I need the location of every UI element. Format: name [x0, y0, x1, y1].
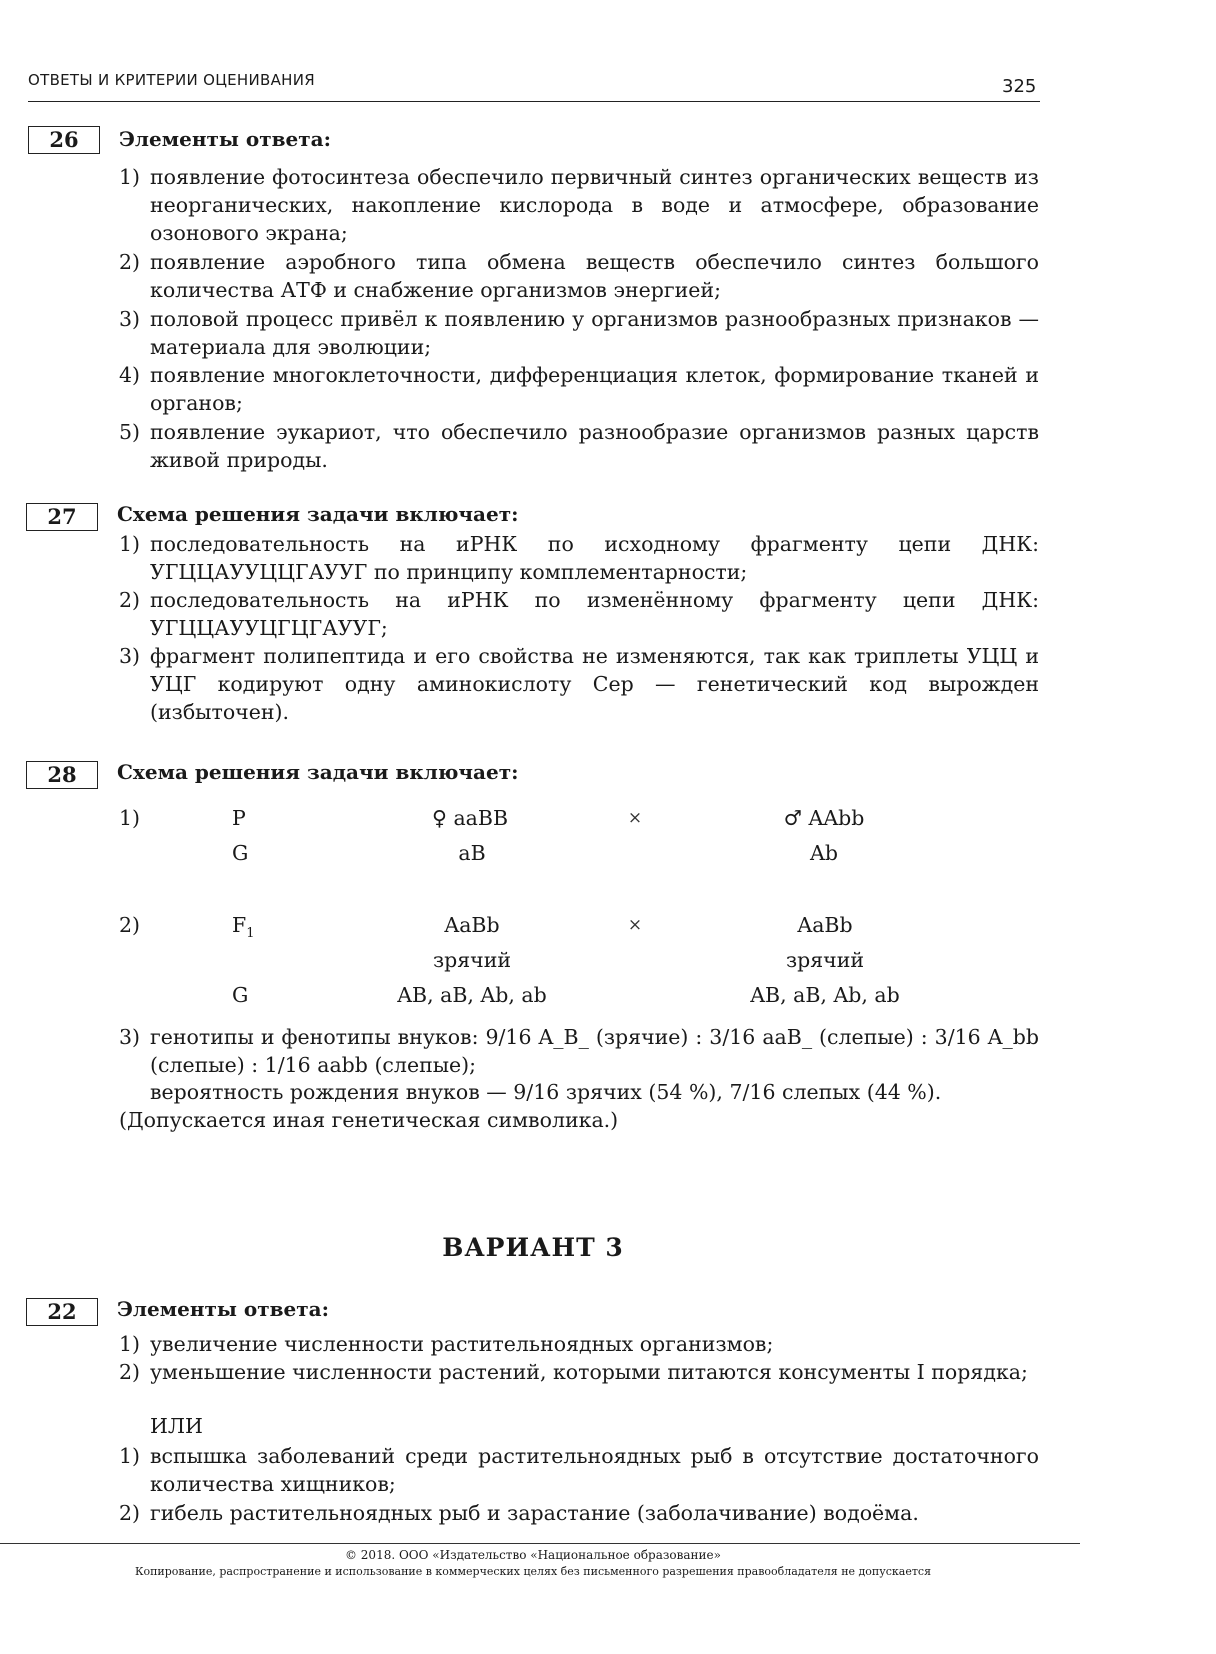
- item-number: 4): [119, 363, 141, 387]
- item-text: появление эукариот, что обеспечило разнообразие организмов разных царств живой природы.: [150, 420, 1039, 472]
- item-number: 5): [119, 420, 141, 444]
- item-number: 2): [119, 1360, 141, 1384]
- item-text: увеличение численности растительноядных организмов;: [150, 1332, 774, 1356]
- item-number: 2): [119, 588, 141, 612]
- task-22-heading: Элементы ответа:: [117, 1297, 329, 1321]
- list-item: [119, 1358, 1039, 1386]
- footer-copyright: © 2018. ООО «Издательство «Национальное образование»: [344, 1548, 721, 1562]
- list-item: [119, 163, 1039, 247]
- item-text: уменьшение численности растений, которыми питаются консументы I порядка;: [150, 1360, 1028, 1384]
- task-27-heading: Схема решения задачи включает:: [117, 502, 519, 526]
- item-number: 3): [119, 1025, 141, 1049]
- left-gametes: AB, aB, Ab, ab: [397, 983, 547, 1007]
- item-number: 2): [119, 1501, 141, 1525]
- list-item: [119, 418, 1039, 474]
- f1-label: [232, 913, 255, 941]
- page-number: 325: [1002, 76, 1037, 97]
- item-text: последовательность на иРНК по исходному фрагменту цепи ДНК: УГЦЦАУУЦЦГАУУГ по принципу комплементарности;: [150, 532, 1039, 584]
- probability-text: вероятность рождения внуков — 9/16 зрячих (54 %), 7/16 слепых (44 %).: [150, 1080, 942, 1104]
- left-phenotype: зрячий: [432, 948, 512, 972]
- item-text: вспышка заболеваний среди растительноядных рыб в отсутствие достаточного количества хищников;: [150, 1444, 1039, 1496]
- list-item: [119, 1442, 1039, 1498]
- running-header: ОТВЕТЫ И КРИТЕРИИ ОЦЕНИВАНИЯ: [28, 71, 316, 89]
- symbolics-note: (Допускается иная генетическая символика.): [119, 1108, 619, 1132]
- list-item: [119, 1023, 1039, 1079]
- female-gamete: aB: [458, 841, 486, 865]
- gametes-label: G: [232, 841, 249, 865]
- item-text: генотипы и фенотипы внуков: 9/16 A_B_ (зрячие) : 3/16 aaB_ (слепые) : 3/16 A_bb (слепые) : 1/16 aabb (слепые);: [150, 1025, 1039, 1077]
- item-text: появление многоклеточности, дифференциация клеток, формирование тканей и органов;: [150, 363, 1039, 415]
- task-number-box-27: 27: [26, 503, 98, 531]
- item-number: 1): [119, 1332, 141, 1356]
- gametes-label: G: [232, 983, 249, 1007]
- male-gamete: Ab: [810, 841, 838, 865]
- item-number: 1): [119, 1444, 141, 1468]
- item-text: половой процесс привёл к появлению у организмов разнообразных признаков — материала для эволюции;: [150, 307, 1039, 359]
- task-number-box-28: 28: [26, 761, 98, 789]
- item-text: фрагмент полипептида и его свойства не изменяются, так как триплеты УЦЦ и УЦГ кодируют одну аминокислоту Сер — генетический код вырожден (избыточен).: [150, 644, 1039, 724]
- list-item: [119, 361, 1039, 417]
- list-item: [119, 248, 1039, 304]
- task-28-heading: Схема решения задачи включает:: [117, 760, 519, 784]
- item-number: 2): [119, 250, 141, 274]
- right-gametes: AB, aB, Ab, ab: [750, 983, 900, 1007]
- right-phenotype: зрячий: [785, 948, 865, 972]
- male-genotype: ♂ AAbb: [783, 806, 865, 830]
- item-text: гибель растительноядных рыб и зарастание (заболачивание) водоёма.: [150, 1501, 919, 1525]
- item-text: появление аэробного типа обмена веществ обеспечило синтез большого количества АТФ и снабжение организмов энергией;: [150, 250, 1039, 302]
- item-number: 3): [119, 644, 141, 668]
- f1-letter: F: [232, 913, 247, 937]
- list-item: [119, 1330, 1039, 1358]
- list-item: [119, 1499, 1039, 1527]
- parents-label: P: [232, 806, 246, 830]
- task-number-box-26: 26: [28, 126, 100, 154]
- footer-notice: Копирование, распространение и использование в коммерческих целях без письменного разрешения правообладателя не допускается: [134, 1565, 932, 1578]
- list-item: [119, 586, 1039, 642]
- right-genotype: AaBb: [797, 913, 853, 937]
- female-genotype: ♀ aaBB: [431, 806, 509, 830]
- f1-subscript: 1: [246, 926, 255, 942]
- cross-sign: ×: [627, 808, 643, 828]
- task-26-heading: Элементы ответа:: [119, 127, 331, 151]
- item-number: 1): [119, 165, 141, 189]
- cross-sign: ×: [627, 915, 643, 935]
- footer-rule: [0, 1543, 1080, 1544]
- list-item: [119, 530, 1039, 586]
- list-item: [119, 305, 1039, 361]
- item-text: появление фотосинтеза обеспечило первичный синтез органических веществ из неорганических, накопление кислорода в воде и атмосфере, образование озонового экрана;: [150, 165, 1039, 245]
- variant-title: ВАРИАНТ 3: [442, 1233, 624, 1262]
- list-item: [119, 642, 1039, 726]
- item-text: последовательность на иРНК по изменённому фрагменту цепи ДНК: УГЦЦАУУЦГЦГАУУГ;: [150, 588, 1039, 640]
- or-separator: ИЛИ: [150, 1414, 203, 1438]
- left-genotype: AaBb: [444, 913, 500, 937]
- task-number-box-22: 22: [26, 1298, 98, 1326]
- item-number: 1): [119, 532, 141, 556]
- item-number: 3): [119, 307, 141, 331]
- cross-2-number: 2): [119, 913, 141, 937]
- cross-1-number: 1): [119, 806, 141, 830]
- header-rule: [28, 101, 1040, 102]
